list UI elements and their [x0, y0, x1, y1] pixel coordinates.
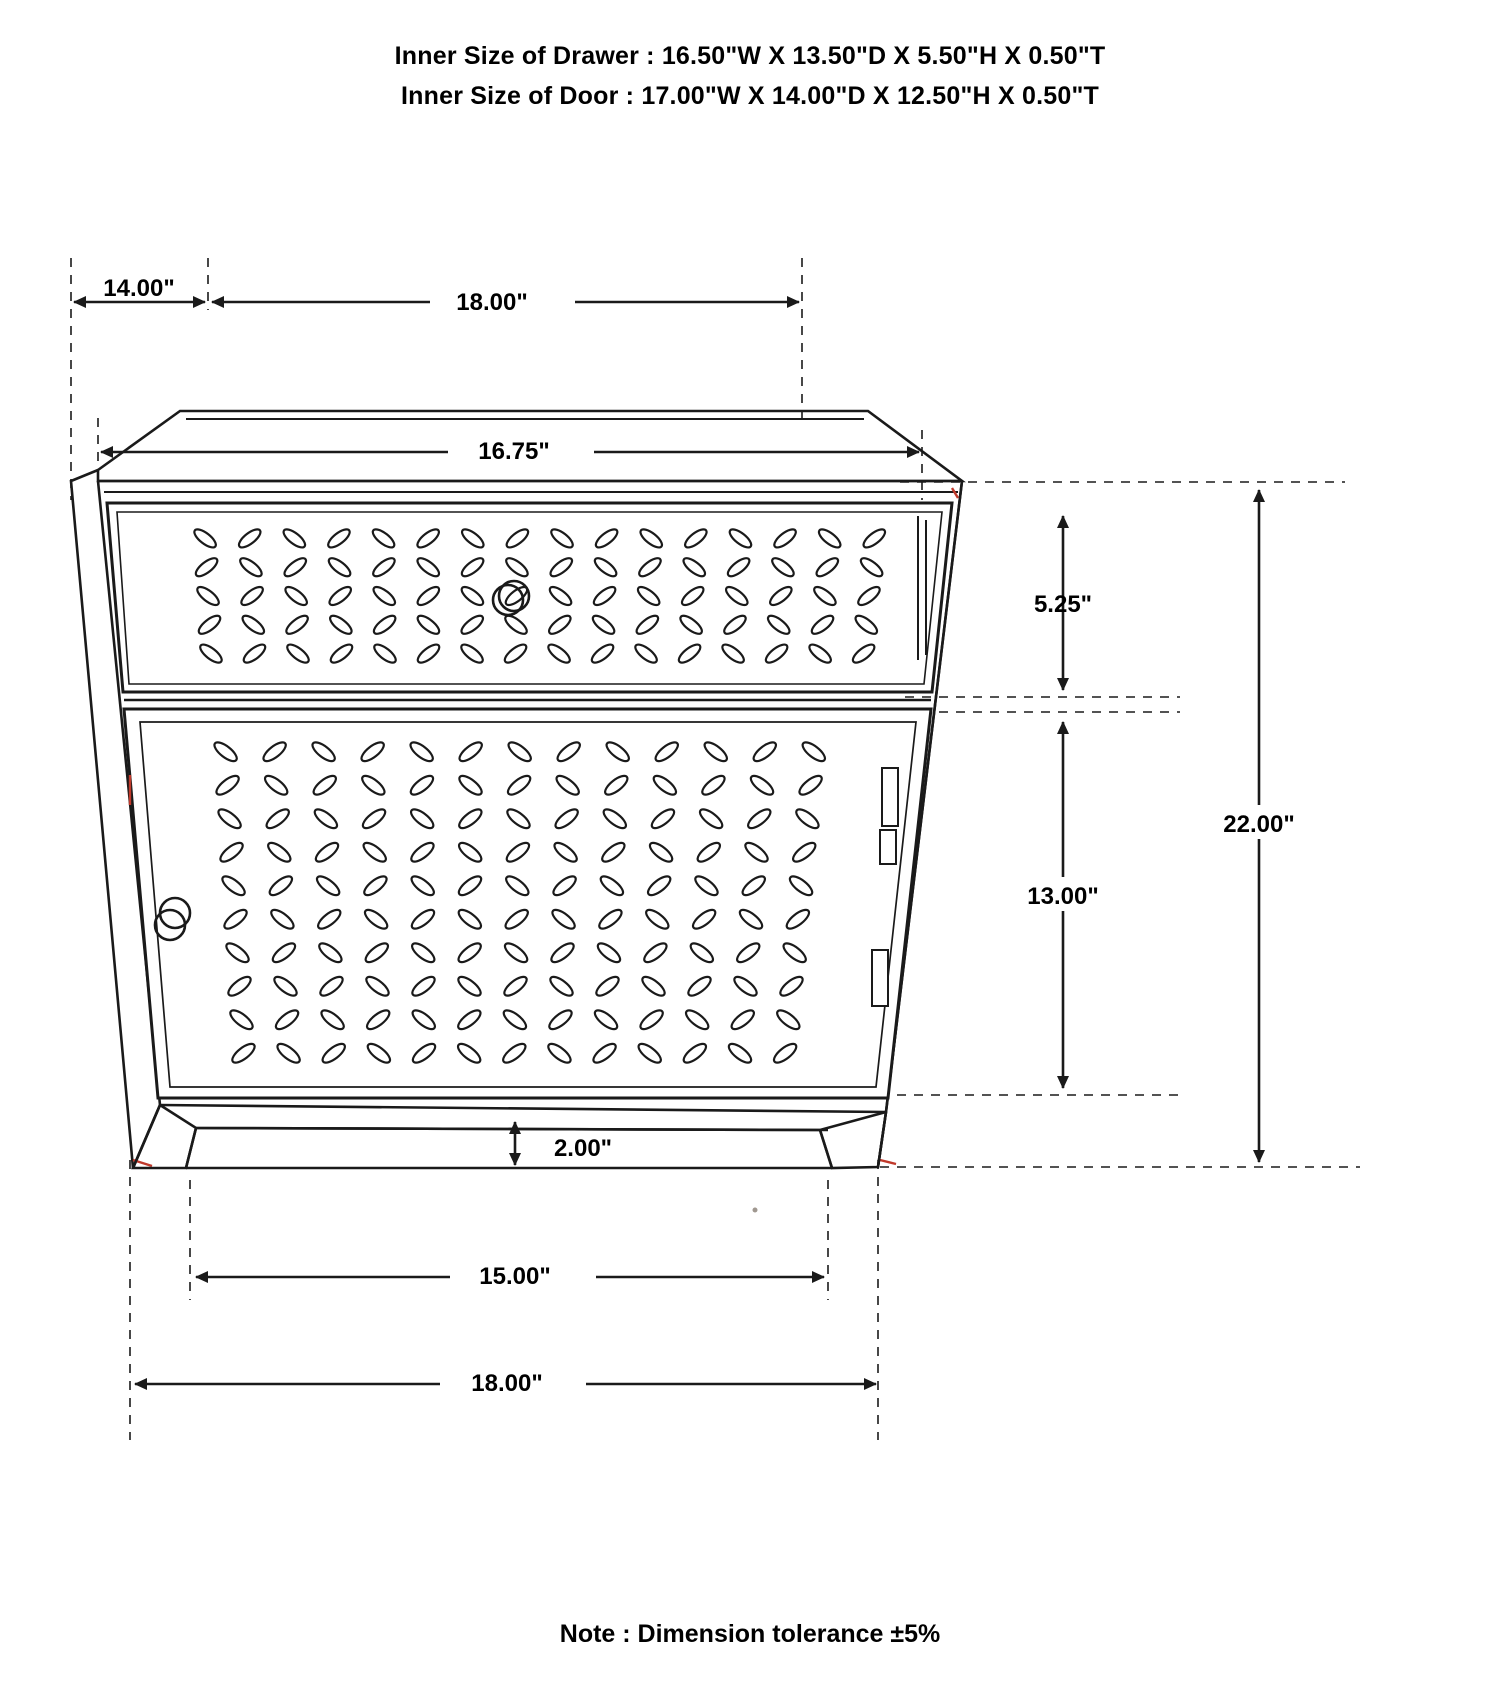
door-front[interactable] — [124, 709, 931, 1098]
dim-top-panel-width — [101, 432, 919, 466]
dim-label-5-25: 5.25" — [1033, 591, 1093, 618]
header-line-door: Inner Size of Door : 17.00"W X 14.00"D X 12.50"H X 0.50"T — [401, 82, 1099, 110]
dim-total-height — [1200, 490, 1318, 1162]
dim-depth-top-left — [74, 275, 205, 302]
dim-width-top — [212, 282, 799, 316]
dim-door-height — [1008, 722, 1120, 1088]
legs — [133, 1105, 886, 1213]
dim-base-width — [135, 1364, 876, 1398]
dim-label-2-00: 2.00" — [553, 1135, 613, 1162]
dim-label-18-00-base: 18.00" — [471, 1370, 543, 1397]
dim-label-14-top: 14.00" — [103, 275, 175, 302]
dim-label-15-00: 15.00" — [479, 1263, 551, 1290]
footer-note: Note : Dimension tolerance ±5% — [559, 1620, 941, 1648]
dim-drawer-height — [1034, 516, 1092, 690]
dim-base-inner-width — [196, 1257, 824, 1291]
header-line-drawer: Inner Size of Drawer : 16.50"W X 13.50"D X 5.50"H X 0.50"T — [394, 42, 1106, 70]
dim-label-22-00: 22.00" — [1223, 811, 1295, 838]
dim-label-13-00: 13.00" — [1027, 883, 1099, 910]
dim-label-18-top: 18.00" — [456, 289, 528, 316]
dim-label-16-75: 16.75" — [478, 438, 550, 465]
